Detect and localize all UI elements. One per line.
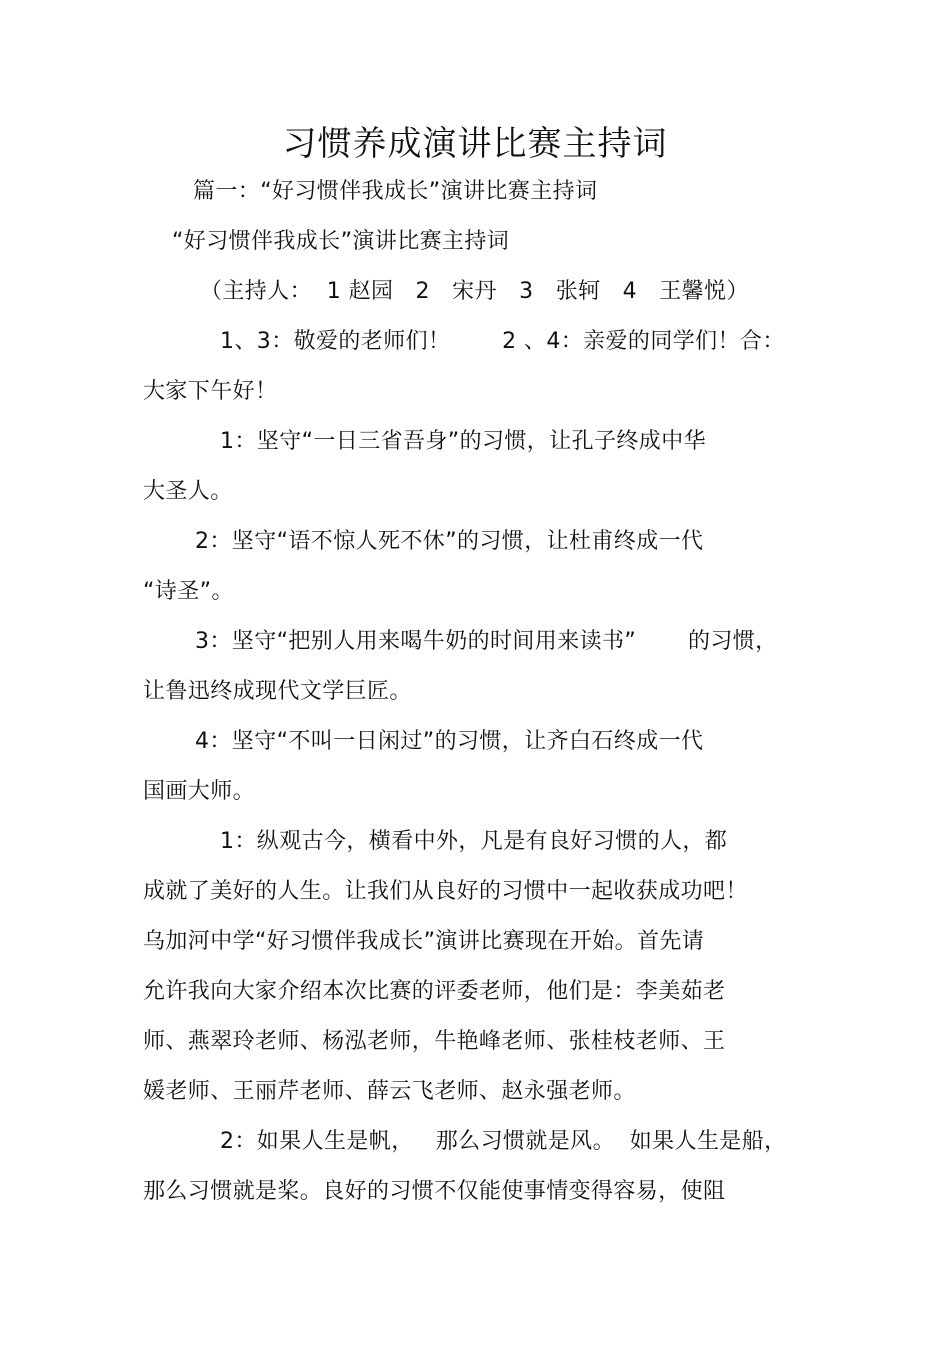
text-line: 成就了美好的人生。让我们从良好的习惯中一起收获成功吧！: [143, 879, 748, 904]
document-title: 习惯养成演讲比赛主持词: [282, 124, 668, 164]
text-line: 国画大师。: [143, 779, 256, 804]
text-line: 2：如果人生是帆， 那么习惯就是风。 如果人生是船，: [220, 1129, 787, 1154]
text-line: 1：坚守“一日三省吾身”的习惯，让孔子终成中华: [220, 429, 706, 454]
text-line: 2：坚守“语不惊人死不休”的习惯，让杜甫终成一代: [195, 529, 704, 554]
text-line: 篇一：“好习惯伴我成长”演讲比赛主持词: [193, 179, 598, 204]
text-line: 媛老师、王丽芹老师、薛云飞老师、赵永强老师。: [143, 1079, 636, 1104]
text-line: 那么习惯就是桨。良好的习惯不仅能使事情变得容易，使阻: [143, 1179, 726, 1204]
text-line: “诗圣”。: [143, 579, 234, 604]
text-line: 1：纵观古今，横看中外，凡是有良好习惯的人，都: [220, 829, 728, 854]
text-line: 3：坚守“把别人用来喝牛奶的时间用来读书” 的习惯，: [195, 629, 778, 654]
text-line: 大家下午好！: [143, 379, 278, 404]
text-line: 大圣人。: [143, 479, 233, 504]
text-line: 1、3：敬爱的老师们！ 2 、4：亲爱的同学们！合：: [220, 329, 785, 354]
text-line: （主持人： 1 赵园 2 宋丹 3 张轲 4 王馨悦）: [200, 279, 749, 304]
text-line: 让鲁迅终成现代文学巨匠。: [143, 679, 412, 704]
text-line: 4：坚守“不叫一日闲过”的习惯，让齐白石终成一代: [195, 729, 704, 754]
text-line: “好习惯伴我成长”演讲比赛主持词: [172, 229, 510, 254]
text-line: 乌加河中学“好习惯伴我成长”演讲比赛现在开始。首先请: [143, 929, 705, 954]
text-line: 允许我向大家介绍本次比赛的评委老师，他们是：李美茹老: [143, 979, 726, 1004]
text-line: 师、燕翠玲老师、杨泓老师，牛艳峰老师、张桂枝老师、王: [143, 1029, 726, 1054]
